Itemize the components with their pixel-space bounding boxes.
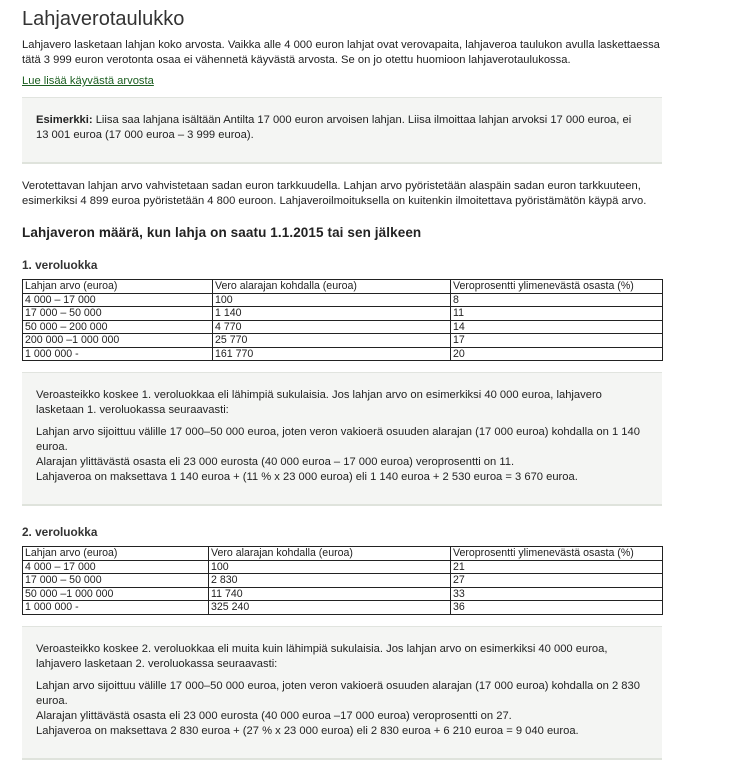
table-cell: 14	[451, 320, 663, 334]
rounding-line-2: esimerkiksi 4 899 euroa pyöristetään 4 800 euroon. Lahjaveroilmoituksella on kuitenkin ilmoitettava pyöristämätön käypä arvo.	[22, 195, 647, 207]
table-row	[23, 574, 663, 588]
note-line: Veroasteikko koskee 1. veroluokkaa eli lähimpiä sukulaisia. Jos lahjan arvo on esimerkiksi 40 000 euroa, lahjavero	[36, 389, 602, 401]
column-header: Vero alarajan kohdalla (euroa)	[213, 280, 451, 294]
table-row	[23, 347, 663, 361]
table-cell: 50 000 – 200 000	[23, 320, 213, 334]
rounding-line-1: Verotettavan lahjan arvo vahvistetaan sadan euron tarkkuudella. Lahjan arvo pyöristetään alaspäin sadan euron tarkkuuteen,	[22, 180, 641, 192]
note-line: Lahjan arvo sijoittuu välille 17 000–50 000 euroa, joten veron vakioerä osuuden alarajan (17 000 euroa) kohdalla on 2 830	[36, 680, 640, 692]
note-line: Lahjaveroa on maksettava 1 140 euroa + (11 % x 23 000 euroa) eli 1 140 euroa + 2 530 euroa = 3 670 euroa.	[36, 471, 578, 483]
table-cell: 11	[451, 307, 663, 321]
note-line: lasketaan 1. veroluokassa seuraavasti:	[36, 404, 229, 416]
note-line: euroa.	[36, 695, 68, 707]
column-header: Vero alarajan kohdalla (euroa)	[209, 547, 451, 561]
table-cell: 4 000 – 17 000	[23, 560, 209, 574]
table-header-row	[23, 280, 663, 294]
table-row	[23, 307, 663, 321]
note-line: euroa.	[36, 441, 68, 453]
table-cell: 17 000 – 50 000	[23, 574, 209, 588]
table-row	[23, 334, 663, 348]
table-row	[23, 320, 663, 334]
note-line: Alarajan ylittävästä osasta eli 23 000 eurosta (40 000 euroa – 17 000 euroa) veroprosentti on 11.	[36, 456, 515, 468]
class2-table	[22, 546, 663, 615]
table-row	[23, 293, 663, 307]
column-header: Veroprosentti ylimenevästä osasta (%)	[451, 280, 663, 294]
table-cell: 21	[451, 560, 663, 574]
table-cell: 161 770	[213, 347, 451, 361]
table-cell: 325 240	[209, 601, 451, 615]
fair-value-link[interactable]: Lue lisää käyvästä arvosta	[22, 75, 154, 87]
table-cell: 100	[209, 560, 451, 574]
note-line: Veroasteikko koskee 2. veroluokkaa eli muita kuin lähimpiä sukulaisia. Jos lahjan arvo on esimerkiksi 40 000 euroa,	[36, 643, 608, 655]
table-cell: 8	[451, 293, 663, 307]
example-text: Liisa saa lahjana isältään Antilta 17 000 euron arvoisen lahjan. Liisa ilmoittaa lahjan arvoksi 17 000 euroa, ei	[92, 114, 632, 126]
class1-heading: 1. veroluokka	[22, 258, 98, 272]
class1-table	[22, 279, 663, 361]
table-row	[23, 601, 663, 615]
table-cell: 27	[451, 574, 663, 588]
note-line: Alarajan ylittävästä osasta eli 23 000 eurosta (40 000 euroa –17 000 euroa) veroprosentti on 27.	[36, 710, 512, 722]
table-cell: 1 000 000 -	[23, 347, 213, 361]
table-cell: 33	[451, 587, 663, 601]
class1-note-box	[22, 372, 662, 506]
table-cell: 25 770	[213, 334, 451, 348]
table-header-row	[23, 547, 663, 561]
section-heading: Lahjaveron määrä, kun lahja on saatu 1.1.2015 tai sen jälkeen	[22, 225, 422, 240]
column-header: Lahjan arvo (euroa)	[23, 547, 209, 561]
table-cell: 4 770	[213, 320, 451, 334]
table-cell: 11 740	[209, 587, 451, 601]
table-cell: 20	[451, 347, 663, 361]
table-cell: 100	[213, 293, 451, 307]
table-row	[23, 560, 663, 574]
class2-note-box	[22, 626, 662, 760]
page-title: Lahjaverotaulukko	[22, 8, 185, 30]
class2-heading: 2. veroluokka	[22, 525, 98, 539]
note-line: Lahjaveroa on maksettava 2 830 euroa + (27 % x 23 000 euroa) eli 2 830 euroa + 6 210 euroa = 9 040 euroa.	[36, 725, 579, 737]
table-row	[23, 587, 663, 601]
table-cell: 1 140	[213, 307, 451, 321]
example-line-2: 13 001 euroa (17 000 euroa – 3 999 euroa).	[36, 129, 254, 141]
table-cell: 1 000 000 -	[23, 601, 209, 615]
table-cell: 4 000 – 17 000	[23, 293, 213, 307]
note-line: lahjavero lasketaan 2. veroluokassa seuraavasti:	[36, 658, 278, 670]
table-cell: 36	[451, 601, 663, 615]
column-header: Lahjan arvo (euroa)	[23, 280, 213, 294]
table-cell: 17	[451, 334, 663, 348]
table-cell: 17 000 – 50 000	[23, 307, 213, 321]
table-cell: 2 830	[209, 574, 451, 588]
table-cell: 200 000 –1 000 000	[23, 334, 213, 348]
column-header: Veroprosentti ylimenevästä osasta (%)	[451, 547, 663, 561]
intro-line-1: Lahjavero lasketaan lahjan koko arvosta. Vaikka alle 4 000 euron lahjat ovat verovapaita, lahjaveroa taulukon avulla laskettaessa	[22, 39, 660, 51]
intro-line-2: tätä 3 999 euron verotonta osaa ei vähennetä käyvästä arvosta. Se on jo otettu huomioon lahjaverotaulukossa.	[22, 54, 571, 66]
table-cell: 50 000 –1 000 000	[23, 587, 209, 601]
example-box	[22, 97, 662, 164]
note-line: Lahjan arvo sijoittuu välille 17 000–50 000 euroa, joten veron vakioerä osuuden alarajan (17 000 euroa) kohdalla on 1 140	[36, 426, 640, 438]
example-label: Esimerkki:	[36, 114, 93, 126]
example-line-1	[36, 113, 631, 128]
